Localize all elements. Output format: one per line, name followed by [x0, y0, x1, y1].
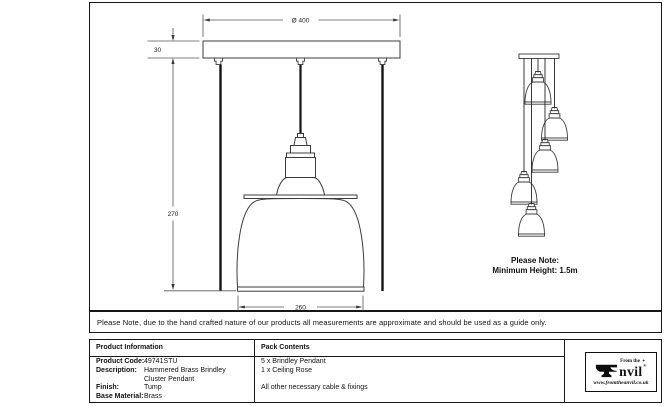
table-row: [96, 376, 251, 385]
minimum-height-note: [480, 256, 590, 276]
dim-drop-label: 270: [167, 211, 179, 218]
table-row: [96, 384, 251, 393]
dim-plate-height-label: 30: [153, 47, 162, 54]
product-information-header: Product Information: [96, 344, 163, 351]
pack-item: All other necessary cable & fixings: [261, 384, 368, 392]
brand-logo: [585, 352, 657, 392]
table-row: [96, 358, 251, 367]
spec-value: Tump: [144, 384, 162, 392]
table-divider-1: [254, 340, 255, 402]
spec-value: Brass: [144, 393, 162, 401]
spec-label: [96, 376, 144, 385]
note-line-2: Minimum Height: 1.5m: [492, 266, 578, 275]
logo-brand-name: nvil: [619, 363, 643, 379]
pack-contents-header: Pack Contents: [261, 344, 310, 351]
pack-item: 1 x Ceiling Rose: [261, 366, 312, 374]
spec-label: Product Code:: [96, 358, 145, 365]
pack-item: [261, 376, 556, 385]
pack-item: 5 x Brindley Pendant: [261, 358, 326, 365]
star-icon: ✦: [641, 358, 646, 363]
logo-wordmark: [619, 359, 647, 379]
logo-main-row: [595, 359, 647, 379]
dim-shade-width-label: 260: [295, 304, 306, 312]
logo-tagline: From the: [620, 358, 640, 364]
spec-label: Finish:: [96, 384, 119, 392]
disclaimer-bar: [89, 311, 662, 333]
dim-diameter-label: Ø 400: [291, 17, 310, 25]
product-info-rows: [96, 358, 251, 402]
table-row: [96, 367, 251, 376]
table-row: [96, 393, 251, 402]
table-header-underline: [90, 356, 565, 357]
website-text: www.fromtheanvil.co.uk: [593, 379, 649, 386]
disclaimer-text: Please Note, due to the hand crafted nature of our products all measurements are approximate and should be used as a guide only.: [97, 317, 547, 327]
drawing-area: [89, 2, 662, 311]
spec-value: Hammered Brass Brindley: [144, 366, 226, 374]
spec-value: 49741STU: [144, 358, 178, 365]
pack-contents-items: [261, 358, 556, 393]
anvil-icon: [595, 362, 618, 378]
note-line-1: Please Note:: [510, 256, 560, 265]
product-table: [89, 339, 662, 403]
spec-value: Cluster Pendant: [144, 375, 195, 383]
registered-mark: ®: [643, 362, 647, 368]
spec-label: Base Material:: [96, 393, 144, 401]
spec-label: Description:: [96, 366, 137, 374]
table-divider-2: [564, 340, 565, 402]
